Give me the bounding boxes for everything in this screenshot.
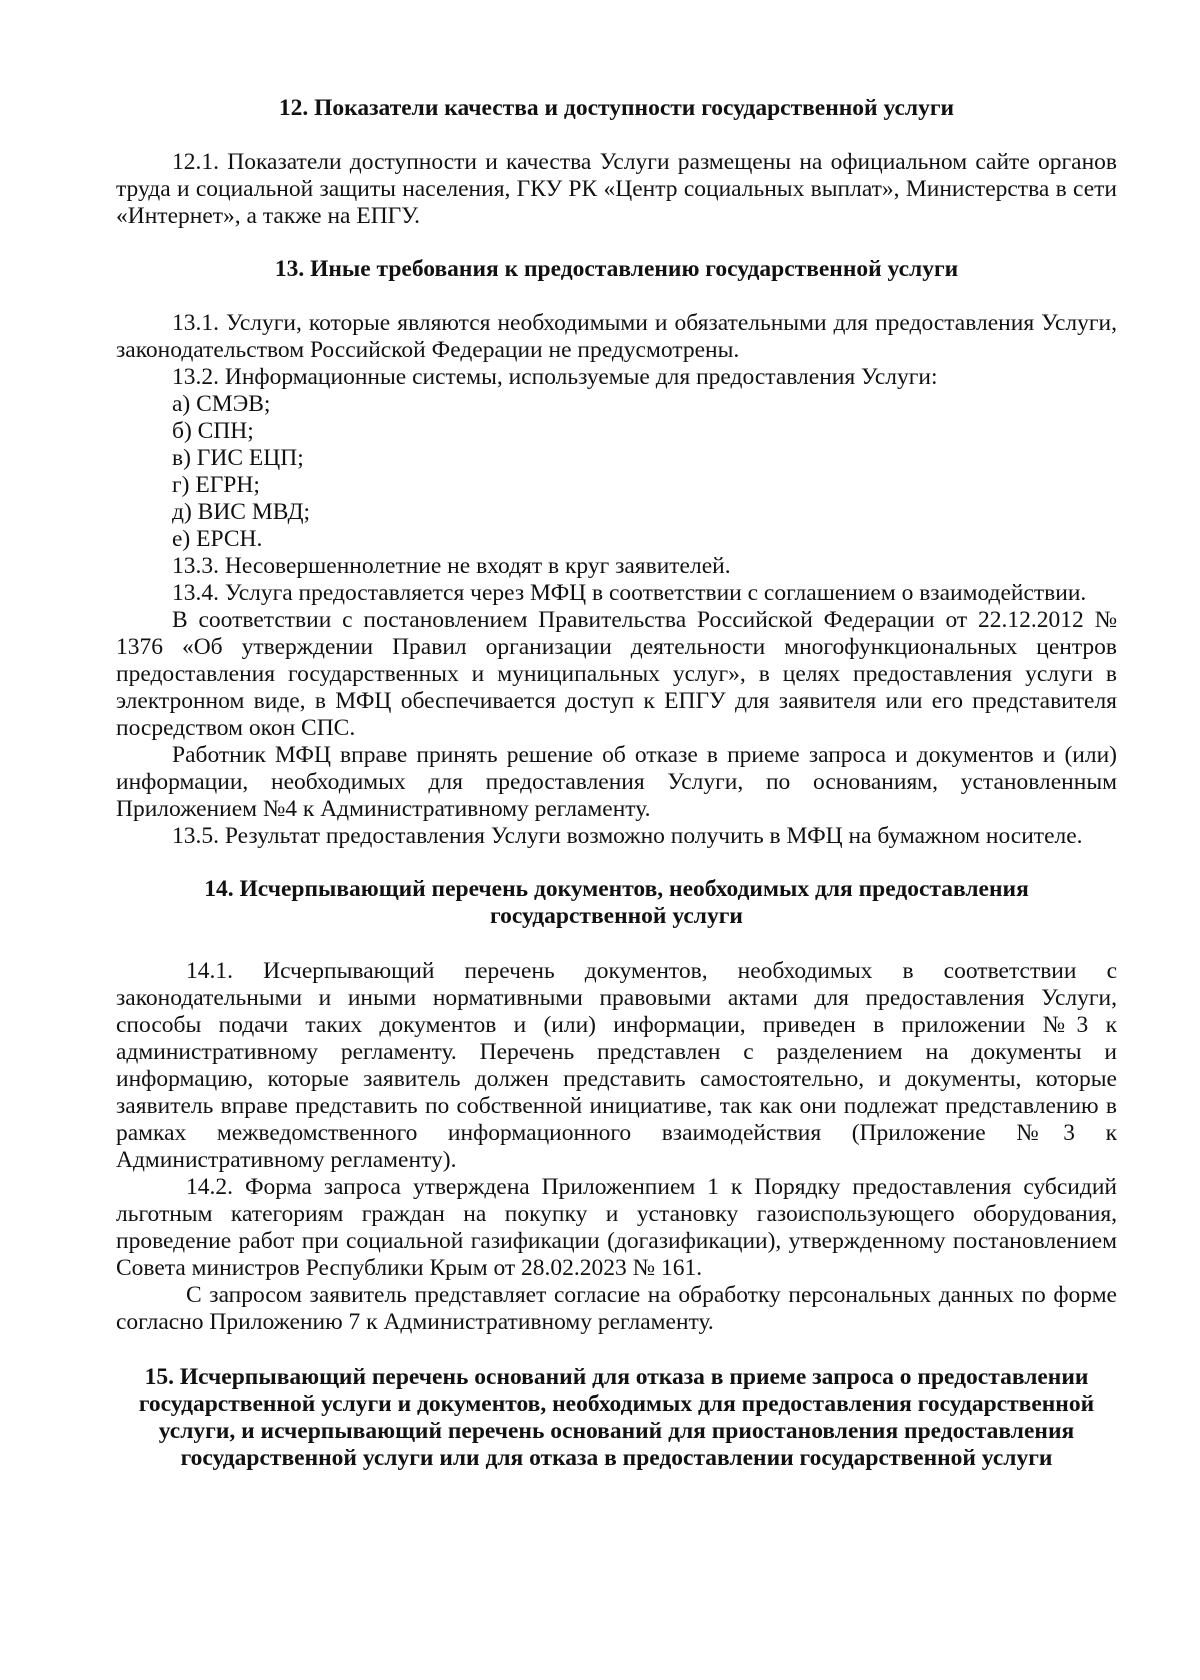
section-14-heading: 14. Исчерпывающий перечень документов, необходимых для предоставления государственной услуги (204, 876, 1029, 929)
system-item: в) ГИС ЕЦП; (172, 445, 304, 471)
paragraph-13-4-refusal: Работник МФЦ вправе принять решение об отказе в приеме запроса и документов и (или) информации, необходимых для предоставления Услуги, по основаниям, установленным Приложением №4 к Административному регламенту. (116, 742, 1117, 822)
paragraph-14-2: 14.2. Форма запроса утверждена Приложенпием 1 к Порядку предоставления субсидий льготным категориям граждан на покупку и установку газоиспользующего оборудования, проведение работ при социальной газификации (догазификации), утвержденному постановлением Совета министров Республики Крым от 28.02.2023 № 161. (116, 1174, 1117, 1281)
section-12-heading: 12. Показатели качества и доступности государственной услуги (278, 95, 955, 121)
paragraph-12-1: 12.1. Показатели доступности и качества Услуги размещены на официальном сайте органов труда и социальной защиты населения, ГКУ РК «Центр социальных выплат», Министерства в сети «Интернет», а также на ЕПГУ. (116, 149, 1117, 229)
section-15-heading: 15. Исчерпывающий перечень оснований для отказа в приеме запроса о предоставлении государственной услуги и документов, необходимых для предоставления государственной услуги, и исчерпывающий перечень оснований для приостановления предоставления государственной услуги или для отказа в предоставлении государственной услуги (138, 1364, 1095, 1471)
paragraph-14-1: 14.1. Исчерпывающий перечень документов, необходимых в соответствии с законодательными и иными нормативными правовыми актами для предоставления Услуги, способы подачи таких документов и (или) информации, приведен в приложении №3 к административному регламенту. Перечень представлен с разделением на документы и информацию, которые заявитель должен представить самостоятельно, и документы, которые заявитель вправе представить по собственной инициативе, так как они подлежат представлению в рамках межведомственного информационного взаимодействия (Приложение №3 к Административному регламенту). (116, 958, 1117, 1173)
paragraph-13-4-mfc-access: В соответствии с постановлением Правительства Российской Федерации от 22.12.2012 № 1376 «Об утверждении Правил организации деятельности многофункциональных центров предоставления государственных и муниципальных услуг», в целях предоставления услуги в электронном виде, в МФЦ обеспечивается доступ к ЕПГУ для заявителя или его представителя посредством окон СПС. (116, 607, 1117, 741)
system-item: д) ВИС МВД; (172, 499, 311, 525)
system-item: а) СМЭВ; (172, 391, 271, 417)
system-item: е) ЕРСН. (172, 526, 263, 552)
paragraph-13-4: 13.4. Услуга предоставляется через МФЦ в соответствии с соглашением о взаимодействии. (172, 580, 1087, 606)
paragraph-13-2: 13.2. Информационные системы, используемые для предоставления Услуги: (172, 364, 938, 390)
paragraph-14-2-consent: С запросом заявитель представляет согласие на обработку персональных данных по форме согласно Приложению 7 к Административному регламенту. (116, 1282, 1117, 1335)
paragraph-13-3: 13.3. Несовершеннолетние не входят в круг заявителей. (172, 553, 731, 579)
paragraph-13-1: 13.1. Услуги, которые являются необходимыми и обязательными для предоставления Услуги, законодательством Российской Федерации не предусмотрены. (116, 310, 1117, 363)
system-item: г) ЕГРН; (172, 472, 260, 498)
paragraph-13-5: 13.5. Результат предоставления Услуги возможно получить в МФЦ на бумажном носителе. (172, 823, 1083, 849)
system-item: б) СПН; (172, 418, 254, 444)
section-13-heading: 13. Иные требования к предоставлению государственной услуги (274, 256, 959, 282)
